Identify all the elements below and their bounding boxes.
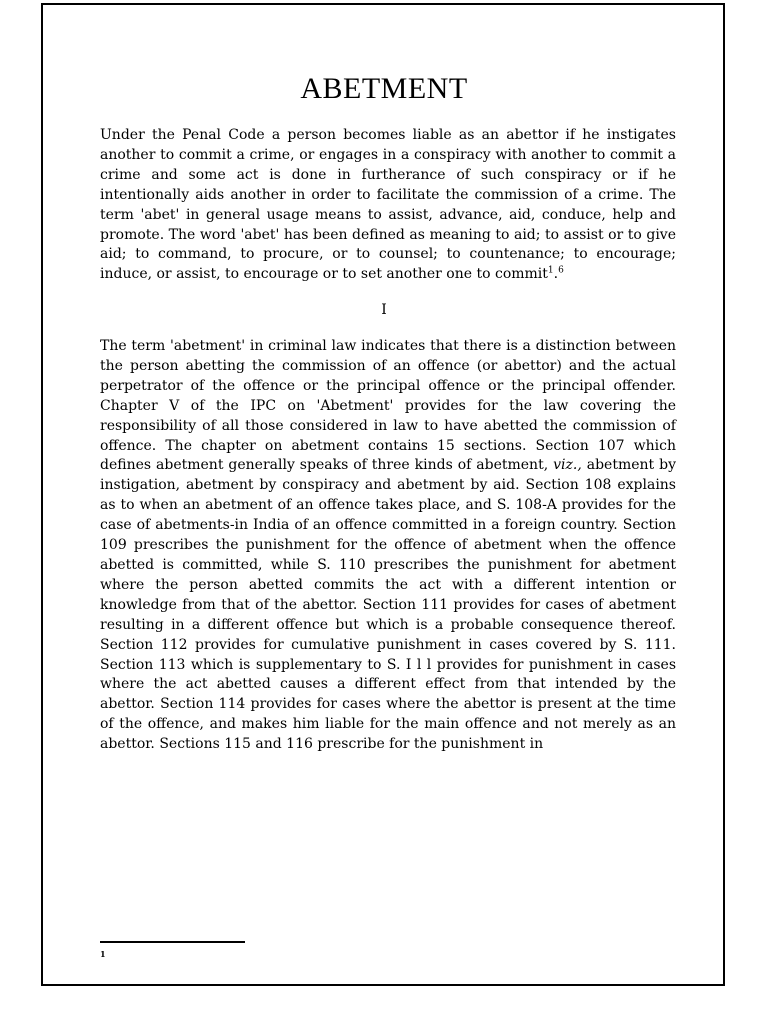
intro-paragraph-period: . [553, 266, 559, 283]
page-title: ABETMENT [300, 72, 468, 105]
body-paragraph [100, 337, 676, 755]
intro-paragraph [100, 126, 676, 285]
section-numeral: I [381, 302, 387, 318]
body-paragraph-text-1: The term 'abetment' in criminal law indicates that there is a distinction between the person abetting the commission of an offence (or abettor) and the actual perpetrator of the offence or the principal offence or the principal offender. Chapter V of the IPC on 'Abetment' provides for the law covering the responsibility of all those considered in law to have abetted the commission of offence. The chapter on abetment contains 15 sections. Section 107 which defines abetment generally speaks of three kinds of abetment, [100, 338, 676, 474]
body-paragraph-text-2: abetment by instigation, abetment by conspiracy and abetment by aid. Section 108 explains as to when an abetment of an offence takes place, and S. 108-A provides for the case of abetments-in India of an offence committed in a foreign country. Section 109 prescribes the punishment for the offence of abetment when the offence abetted is committed, while S. 110 prescribes the punishment for abetment where the person abetted commits the act with a different intention or knowledge from that of the abettor. Section 111 provides for cases of abetment resulting in a different offence but which is a probable consequence thereof. Section 112 provides for cumulative punishment in cases covered by S. 111. Section 113 which is supplementary to S. I l l provides for punishment in cases where the act abetted causes a different effect from that intended by the abettor. Section 114 provides for cases where the abettor is present at the time of the offence, and makes him liable for the main offence and not merely as an abettor. Sections 115 and 116 prescribe for the punishment in [100, 457, 676, 753]
body-paragraph-italic-viz: viz., [553, 457, 582, 474]
footnote-reference-1[interactable]: 1 [547, 265, 554, 276]
footnote-number: 1 [100, 949, 106, 959]
intro-paragraph-text: Under the Penal Code a person becomes liable as an abettor if he instigates another to commit a crime, or engages in a conspiracy with another to commit a crime and some act is done in furtherance of such conspiracy or if he intentionally aids another in order to facilitate the commission of a crime. The term 'abet' in general usage means to assist, advance, aid, conduce, help and promote. The word 'abet' has been defined as meaning to aid; to assist or to give aid; to command, to procure, or to counsel; to countenance; to encourage; induce, or assist, to encourage or to set another one to commit [100, 127, 676, 283]
footnote-reference-6[interactable]: 6 [558, 265, 564, 276]
footnote-separator [100, 941, 245, 943]
